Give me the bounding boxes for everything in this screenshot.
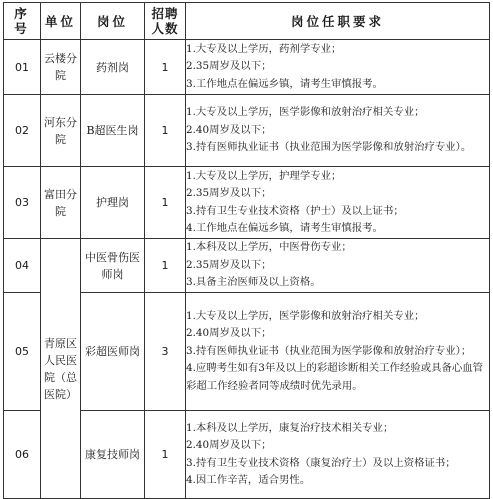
requirement-line: 2.40周岁及以下； bbox=[186, 123, 272, 136]
row-requirements bbox=[186, 40, 490, 95]
row-post: 康复技师岗 bbox=[81, 411, 145, 499]
row-post: B超医生岗 bbox=[81, 95, 145, 167]
row-post: 护理岗 bbox=[81, 167, 145, 239]
requirement-line: 3.工作地点在偏远乡镇，请考生审慎报考。 bbox=[186, 77, 383, 90]
requirement-line: 2.35周岁及以下； bbox=[186, 60, 272, 73]
row-count: 1 bbox=[145, 167, 186, 239]
requirement-line: 4.应聘考生如有3年及以上的彩超诊断相关工作经验或具备心血管彩超工作经验者同等成绩时优先录用。 bbox=[186, 362, 484, 392]
requirement-line: 3.持有医师执业证书（执业范围为医学影像和放射治疗专业）； bbox=[186, 344, 472, 357]
row-unit: 富田分院 bbox=[41, 167, 81, 239]
requirement-line: 2.35周岁及以下； bbox=[186, 187, 272, 199]
table-row bbox=[4, 95, 490, 167]
row-index: 06 bbox=[4, 411, 41, 499]
table-row bbox=[4, 167, 490, 239]
requirement-line: 3.持有卫生专业技术资格（护士）及以上证书； bbox=[186, 204, 404, 217]
row-index: 03 bbox=[4, 167, 41, 239]
requirement-line: 4.因工作辛苦，适合男性。 bbox=[186, 474, 311, 486]
header-requirements: 岗位任职要求 bbox=[186, 3, 490, 40]
table-row bbox=[4, 239, 490, 293]
row-unit: 云楼分院 bbox=[41, 40, 81, 95]
row-post: 中医骨伤医师岗 bbox=[81, 239, 145, 293]
header-index: 序 号 bbox=[4, 3, 41, 40]
table-row bbox=[4, 40, 490, 95]
requirement-line: 2.35周岁及以下； bbox=[186, 258, 272, 271]
row-unit: 青原区人民医院（总医院） bbox=[41, 239, 81, 499]
row-unit: 河东分院 bbox=[41, 95, 81, 167]
row-count: 1 bbox=[145, 95, 186, 167]
header-post: 岗位 bbox=[81, 3, 145, 40]
requirement-line: 2.40周岁及以下； bbox=[186, 439, 272, 451]
requirement-line: 1.大专及以上学历，医学影像和放射治疗相关专业； bbox=[186, 106, 425, 119]
row-post: 药剂岗 bbox=[81, 40, 145, 95]
row-count: 1 bbox=[145, 40, 186, 95]
row-index: 04 bbox=[4, 239, 41, 293]
header-row bbox=[4, 3, 490, 40]
row-requirements bbox=[186, 239, 490, 293]
requirement-line: 2.40周岁及以下； bbox=[186, 327, 272, 340]
row-requirements bbox=[186, 411, 490, 499]
row-count: 1 bbox=[145, 239, 186, 293]
row-index: 01 bbox=[4, 40, 41, 95]
header-unit: 单位 bbox=[41, 3, 81, 40]
requirement-line: 1.大专及以上学历，护理学专业； bbox=[186, 169, 342, 182]
requirement-line: 4.工作地点在偏远乡镇，请考生审慎报考。 bbox=[186, 222, 383, 234]
row-requirements bbox=[186, 293, 490, 411]
row-index: 02 bbox=[4, 95, 41, 167]
requirement-line: 1.本科及以上学历，中医骨伤专业； bbox=[186, 241, 352, 254]
row-count: 1 bbox=[145, 411, 186, 499]
requirement-line: 1.大专及以上学历，药剂学专业； bbox=[186, 42, 342, 55]
row-count: 3 bbox=[145, 293, 186, 411]
requirement-line: 3.具备主治医师及以上资格。 bbox=[186, 276, 321, 289]
row-post: 彩超医师岗 bbox=[81, 293, 145, 411]
requirement-line: 1.大专及以上学历，医学影像和放射治疗相关专业； bbox=[186, 309, 425, 322]
recruitment-table bbox=[3, 2, 490, 499]
row-requirements bbox=[186, 95, 490, 167]
requirement-line: 3.持有医师执业证书（执业范围为医学影像和放射治疗专业）。 bbox=[186, 141, 472, 154]
requirement-line: 1.本科及以上学历，康复治疗技术相关专业； bbox=[186, 421, 394, 434]
header-count: 招聘 人数 bbox=[145, 3, 186, 40]
requirement-line: 3.持有卫生专业技术资格（康复治疗士）及以上资格证书； bbox=[186, 456, 456, 469]
row-requirements bbox=[186, 167, 490, 239]
row-index: 05 bbox=[4, 293, 41, 411]
